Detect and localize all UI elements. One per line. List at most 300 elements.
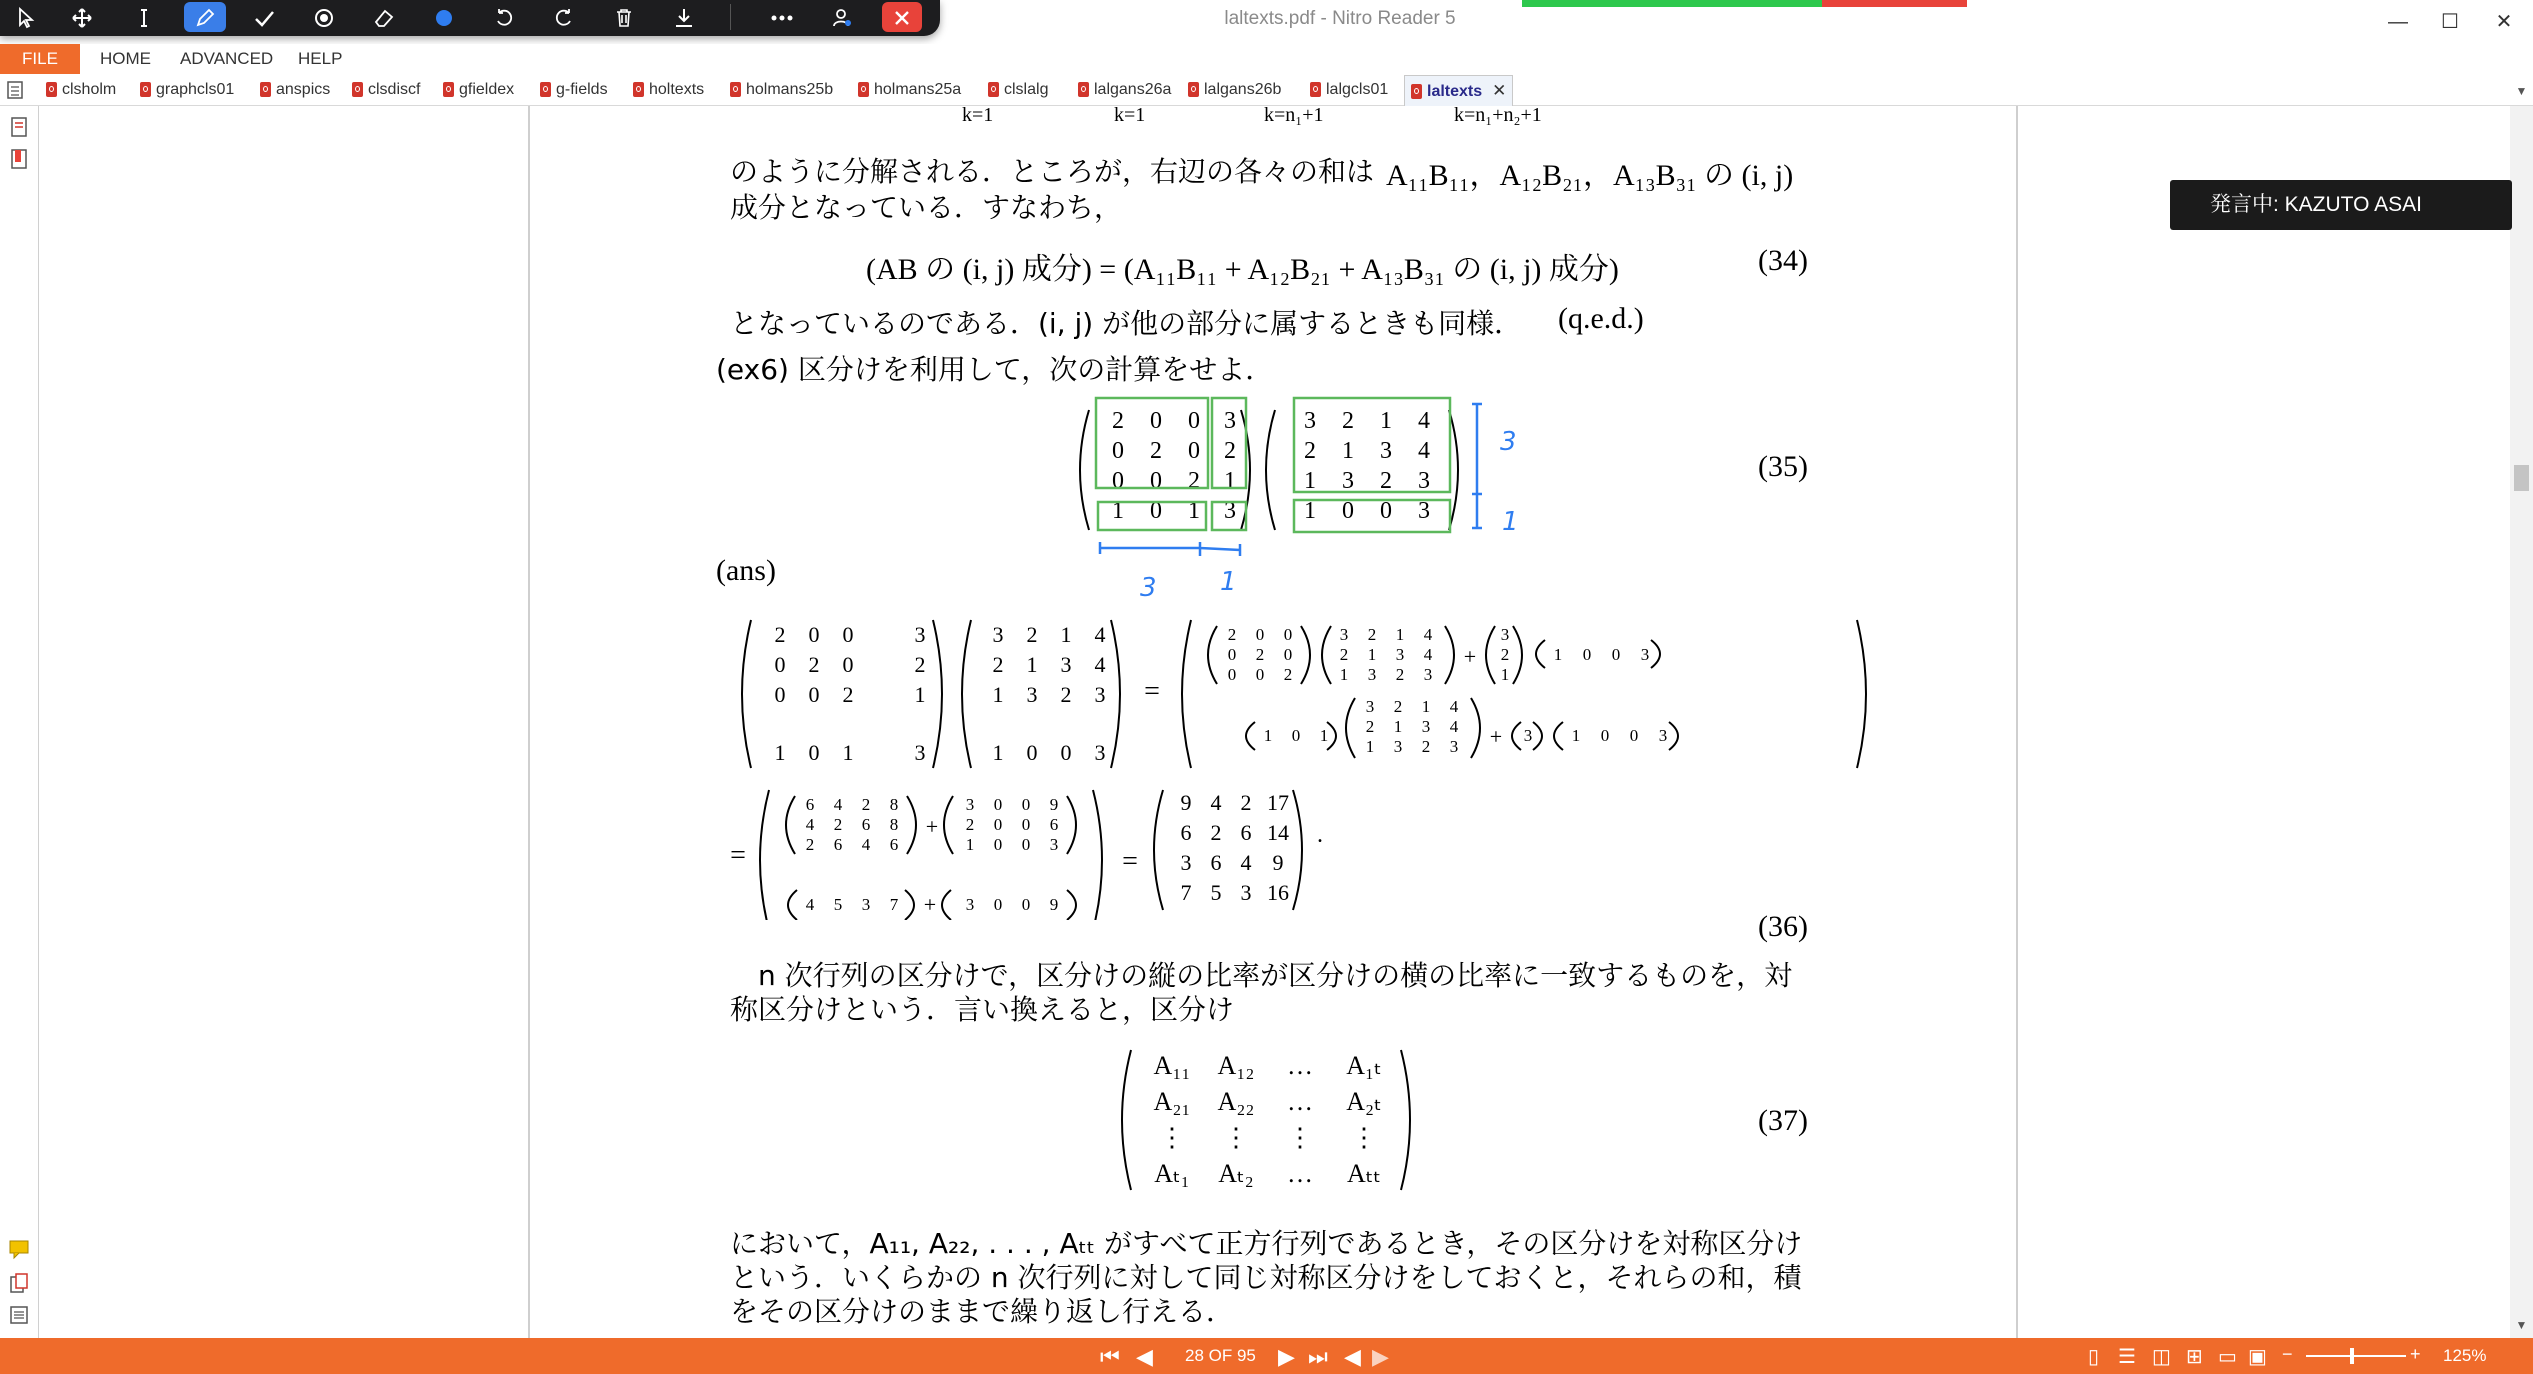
matrix-entry: 0 (1380, 498, 1392, 524)
right-paren (1533, 722, 1542, 750)
block-entry: A₂₂ (1217, 1087, 1255, 1116)
equation-34: (AB の (i, j) 成分) = (A₁₁B₁₁ + A₁₂B₂₁ + A₁₃B₃₁ の (i, j) 成分) (866, 253, 1619, 286)
matrix-entry: 6 (833, 835, 843, 854)
matrix-entry: 3 (1500, 625, 1510, 644)
matrix-entry: 3 (1418, 468, 1430, 494)
pdf-icon (1078, 82, 1089, 97)
continuous-page-icon[interactable]: ☰ (2118, 1346, 2136, 1368)
tab-label: gfieldex (459, 81, 515, 98)
matrix-entry: 0 (1600, 726, 1610, 745)
matrix-entry: 3 (1094, 682, 1106, 707)
menu-bar (0, 44, 2533, 74)
left-paren (788, 890, 797, 920)
layers-icon[interactable] (8, 1304, 30, 1326)
equation-37 (1110, 1040, 1430, 1200)
tab-clsdiscf[interactable] (352, 75, 420, 105)
matrix-entry: 0 (1629, 726, 1639, 745)
doc-line: 成分となっている．すなわち， (730, 191, 1123, 224)
pdf-icon (858, 82, 869, 97)
scroll-down-icon[interactable]: ▼ (2515, 1318, 2528, 1332)
matrix-entry: 2 (1283, 665, 1293, 684)
tab-clslalg[interactable] (988, 75, 1048, 105)
matrix-entry: 6 (861, 815, 871, 834)
matrix-entry: 2 (1367, 625, 1377, 644)
matrix-entry: 1 (1342, 438, 1354, 464)
matrix-entry: 2 (833, 815, 843, 834)
matrix-entry: 2 (842, 682, 854, 707)
matrix-entry: 4 (1449, 697, 1459, 716)
matrix-entry: 7 (1180, 880, 1192, 905)
block-entry: ⋮ (1287, 1123, 1313, 1152)
left-paren (1486, 626, 1495, 684)
forward-view-icon[interactable]: ▶ (1372, 1344, 1389, 1369)
matrix-entry: 4 (1449, 717, 1459, 736)
matrix-entry: 0 (1026, 740, 1038, 765)
matrix-entry: 1 (1571, 726, 1581, 745)
matrix-entry: 9 (1049, 795, 1059, 814)
menu-file[interactable]: FILE (0, 44, 80, 74)
matrix-entry: 4 (1423, 645, 1433, 664)
next-page-icon[interactable]: ▶ (1278, 1344, 1295, 1369)
matrix-entry: 3 (1523, 726, 1533, 745)
matrix-entry: 3 (1339, 625, 1349, 644)
matrix-entry: 0 (842, 652, 854, 677)
matrix-entry: 3 (1342, 468, 1354, 494)
left-paren (742, 620, 751, 768)
matrix-entry: 3 (914, 622, 926, 647)
toolbar-separator (730, 4, 731, 30)
matrix-entry: 4 (1423, 625, 1433, 644)
matrix-entry: 0 (1150, 468, 1162, 494)
minimize-button[interactable]: — (2388, 11, 2408, 33)
pdf-icon (1188, 82, 1199, 97)
right-paren (1111, 620, 1120, 768)
doc-line: において，A₁₁, A₂₂, . . . , Aₜₜ がすべて正方行列であるとき，その区分けを対称区分け (730, 1227, 1803, 1260)
left-paren (1154, 790, 1163, 910)
matrix-entry: 4 (1094, 622, 1106, 647)
handwritten-note: 3 (1500, 427, 1517, 457)
tab-close-icon[interactable]: ✕ (1492, 81, 1507, 100)
matrix-entry: 17 (1267, 790, 1289, 815)
matrix-entry: 3 (1640, 645, 1650, 664)
left-paren (944, 796, 953, 854)
tab-label: clsdiscf (368, 81, 421, 98)
right-paren (1327, 722, 1336, 750)
matrix-entry: 1 (774, 740, 786, 765)
pdf-icon (1310, 82, 1321, 97)
right-paren (1669, 722, 1678, 750)
tab-label: holmans25a (874, 81, 962, 98)
block-entry: … (1287, 1051, 1313, 1080)
sum-limit: k=n₁+n₂+1 (1454, 104, 1542, 126)
left-paren (1266, 410, 1275, 530)
tab-label: holmans25b (746, 81, 834, 98)
matrix-entry: 14 (1267, 820, 1289, 845)
matrix-entry: 2 (1188, 468, 1200, 494)
matrix-entry: 0 (993, 895, 1003, 914)
pointer-icon[interactable] (8, 2, 44, 32)
matrix-entry: 2 (774, 622, 786, 647)
checkmark-icon[interactable] (246, 2, 282, 32)
tab-list-icon[interactable] (6, 75, 24, 105)
doc-line: となっているのである．(i, j) が他の部分に属するときも同様． (730, 307, 1523, 340)
right-paren (1067, 890, 1076, 920)
right-paren (1093, 790, 1102, 920)
left-paren (942, 890, 951, 920)
matrix-entry: 2 (1112, 408, 1124, 434)
pdf-icon (1411, 84, 1422, 99)
matrix-entry: 0 (993, 835, 1003, 854)
matrix-entry: 0 (1283, 625, 1293, 644)
handwritten-bracket (1472, 404, 1482, 528)
right-paren (1857, 620, 1866, 768)
matrix-entry: 3 (992, 622, 1004, 647)
matrix-entry: 9 (1180, 790, 1192, 815)
block-entry: A₂ₜ (1346, 1087, 1382, 1116)
matrix-entry: 2 (1421, 737, 1431, 756)
matrix-entry: 2 (1380, 468, 1392, 494)
facing-page-icon[interactable]: ◫ (2152, 1346, 2171, 1368)
block-entry: A₁₁ (1153, 1051, 1191, 1080)
tab-label: lalgcls01 (1326, 81, 1389, 98)
scrollbar-thumb[interactable] (2514, 465, 2529, 491)
matrix-entry: 4 (1418, 438, 1430, 464)
doc-line: 称区分けという．言い換えると，区分け (730, 993, 1235, 1026)
page-indicator[interactable]: 28 OF 95 (1185, 1346, 1256, 1365)
pdf-icon (260, 82, 271, 97)
matrix-entry: 0 (1150, 408, 1162, 434)
matrix-entry: 3 (1423, 665, 1433, 684)
left-paren (1208, 626, 1217, 684)
menu-advanced[interactable]: ADVANCED (180, 49, 274, 68)
tab-lalgcls01[interactable] (1310, 75, 1388, 105)
matrix-entry: 2 (1500, 645, 1510, 664)
matrix-entry: 1 (1500, 665, 1510, 684)
comments-icon[interactable] (8, 1238, 30, 1260)
matrix-entry: 0 (1227, 645, 1237, 664)
matrix-entry: 0 (808, 682, 820, 707)
tab-holtexts[interactable] (633, 75, 704, 105)
right-paren (1471, 698, 1480, 758)
matrix-entry: 3 (1418, 498, 1430, 524)
pdf-icon (443, 82, 454, 97)
matrix-entry: 1 (1421, 697, 1431, 716)
matrix-entry: 2 (1255, 645, 1265, 664)
close-button[interactable]: ✕ (2495, 11, 2513, 33)
fit-page-icon[interactable]: ▣ (2248, 1346, 2267, 1368)
block-entry: Aₜ₁ (1154, 1159, 1190, 1188)
speaker-indicator: 発言中: KAZUTO ASAI (2170, 180, 2512, 230)
matrix-entry: 0 (774, 652, 786, 677)
left-paren (1346, 698, 1355, 758)
tab-gfieldex[interactable] (443, 75, 514, 105)
tab-label: holtexts (649, 81, 705, 98)
eraser-icon[interactable] (366, 2, 402, 32)
right-paren (905, 890, 914, 920)
matrix-entry: 4 (1094, 652, 1106, 677)
pdf-icon (140, 82, 151, 97)
matrix-entry: 4 (861, 835, 871, 854)
matrix-entry: 3 (1026, 682, 1038, 707)
tab-holmans25b[interactable] (730, 75, 833, 105)
matrix-entry: 2 (992, 652, 1004, 677)
page-edge-right (2016, 106, 2018, 1338)
tab-clsholm[interactable] (46, 75, 116, 105)
more-icon[interactable] (764, 2, 800, 32)
matrix-entry: 3 (1224, 408, 1236, 434)
matrix-entry: 8 (889, 795, 899, 814)
zoom-in-icon[interactable]: + (2410, 1344, 2421, 1364)
block-entry: ⋮ (1351, 1123, 1377, 1152)
matrix-entry: 0 (1582, 645, 1592, 664)
equals-sign: = (730, 840, 746, 871)
undo-icon[interactable] (486, 2, 522, 32)
block-entry: … (1287, 1159, 1313, 1188)
matrix-entry: 1 (1112, 498, 1124, 524)
user-settings-icon[interactable] (824, 2, 860, 32)
single-page-icon[interactable]: ▯ (2088, 1346, 2100, 1368)
block-entry: A₁ₜ (1346, 1051, 1382, 1080)
matrix-entry: 2 (1150, 438, 1162, 464)
matrix-entry: 3 (1395, 645, 1405, 664)
matrix-entry: 1 (1380, 408, 1392, 434)
matrix-entry: 16 (1267, 880, 1289, 905)
left-paren (1512, 722, 1521, 750)
zoom-slider[interactable] (2306, 1355, 2406, 1357)
plus-sign: + (923, 892, 937, 917)
color-picker-icon[interactable] (426, 2, 462, 32)
equation-number: (37) (1758, 1104, 1808, 1137)
matrix-entry: 2 (1224, 438, 1236, 464)
matrix-entry: 9 (1049, 895, 1059, 914)
matrix-entry: 1 (1367, 645, 1377, 664)
matrix-entry: 1 (914, 682, 926, 707)
doc-line-math: A₁₁B₁₁，A₁₂B₂₁，A₁₃B₃₁ の (i, j) (1386, 159, 1794, 192)
matrix-entry: 6 (1210, 850, 1222, 875)
trash-icon[interactable] (606, 2, 642, 32)
page-edge-left (528, 106, 530, 1338)
equals-sign: = (1144, 676, 1160, 707)
facing-continuous-icon[interactable]: ⊞ (2186, 1346, 2203, 1368)
matrix-entry: 1 (992, 740, 1004, 765)
equation-36 (730, 600, 1870, 920)
matrix-entry: 1 (1026, 652, 1038, 677)
left-paren (1536, 640, 1545, 668)
matrix-entry: 0 (1150, 498, 1162, 524)
tab-laltexts[interactable] (1404, 75, 1513, 106)
block-entry: Aₜ₂ (1218, 1159, 1254, 1188)
matrix-entry: 4 (833, 795, 843, 814)
matrix-entry: 0 (1021, 835, 1031, 854)
matrix-entry: 6 (1049, 815, 1059, 834)
matrix-entry: 3 (861, 895, 871, 914)
matrix-entry: 4 (1418, 408, 1430, 434)
matrix-entry: 6 (805, 795, 815, 814)
matrix-entry: 0 (1227, 665, 1237, 684)
matrix-entry: 2 (1210, 820, 1222, 845)
matrix-entry: 0 (1060, 740, 1072, 765)
redo-icon[interactable] (546, 2, 582, 32)
bookmark-icon[interactable] (8, 148, 30, 170)
matrix-entry: 6 (1180, 820, 1192, 845)
matrix-entry: 3 (1393, 737, 1403, 756)
prev-page-icon[interactable]: ◀ (1136, 1344, 1153, 1369)
block-entry: … (1287, 1087, 1313, 1116)
matrix-entry: 3 (1180, 850, 1192, 875)
tab-anspics[interactable] (260, 75, 330, 105)
zoom-level[interactable]: 125% (2443, 1346, 2487, 1365)
matrix-entry: 0 (1021, 895, 1031, 914)
plus-sign: + (1463, 644, 1477, 669)
block-entry: A₂₁ (1153, 1087, 1191, 1116)
period: . (1317, 822, 1323, 848)
zoom-out-icon[interactable]: − (2282, 1344, 2293, 1364)
matrix-entry: 2 (1393, 697, 1403, 716)
qed-mark: (q.e.d.) (1558, 302, 1644, 335)
matrix-entry: 1 (1188, 498, 1200, 524)
right-paren (1301, 626, 1310, 684)
fit-width-icon[interactable]: ▭ (2218, 1346, 2237, 1368)
matrix-entry: 3 (1367, 665, 1377, 684)
matrix-entry: 0 (1188, 408, 1200, 434)
matrix-entry: 1 (1365, 737, 1375, 756)
left-paren (786, 796, 795, 854)
move-icon[interactable] (64, 2, 100, 32)
handwritten-bracket (1100, 542, 1240, 556)
matrix-entry: 6 (889, 835, 899, 854)
matrix-entry: 0 (1188, 438, 1200, 464)
pages-icon[interactable] (8, 116, 30, 138)
sum-limit: k=1 (1114, 104, 1146, 126)
matrix-entry: 0 (808, 622, 820, 647)
matrix-entry: 0 (993, 795, 1003, 814)
tab-label: lalgans26a (1094, 81, 1172, 98)
matrix-entry: 2 (1240, 790, 1252, 815)
tab-label: g-fields (556, 81, 608, 98)
matrix-entry: 4 (805, 895, 815, 914)
pdf-icon (352, 82, 363, 97)
tab-label: anspics (276, 81, 331, 98)
plus-sign: + (1489, 724, 1503, 749)
equation-number: (36) (1758, 910, 1808, 943)
matrix-entry: 1 (1393, 717, 1403, 736)
stamp-icon[interactable] (306, 2, 342, 32)
matrix-entry: 1 (1319, 726, 1329, 745)
menu-help[interactable]: HELP (298, 49, 343, 68)
equation-number: (34) (1758, 244, 1808, 277)
matrix-entry: 2 (1026, 622, 1038, 647)
attachments-icon[interactable] (8, 1272, 30, 1294)
left-paren (1554, 722, 1563, 750)
tab-holmans25a[interactable] (858, 75, 961, 105)
matrix-entry: 0 (842, 622, 854, 647)
matrix-entry: 2 (1304, 438, 1316, 464)
matrix-entry: 3 (1421, 717, 1431, 736)
handwritten-note: 1 (1502, 507, 1519, 537)
block-entry: Aₜₜ (1346, 1159, 1382, 1188)
matrix-entry: 1 (992, 682, 1004, 707)
matrix-entry: 1 (1553, 645, 1563, 664)
right-paren (1513, 626, 1522, 684)
right-paren (907, 796, 916, 854)
right-paren (1651, 640, 1660, 668)
matrix-entry: 0 (1283, 645, 1293, 664)
doc-line: n 次行列の区分けで，区分けの縦の比率が区分けの横の比率に一致するものを，対 (758, 959, 1793, 992)
exercise-heading: (ex6) 区分けを利用して，次の計算をせよ． (716, 353, 1274, 386)
matrix-entry: 2 (1227, 625, 1237, 644)
doc-line: という．いくらかの n 次行列に対して同じ対称区分けをしておくと，それらの和，積 (730, 1261, 1802, 1294)
maximize-button[interactable]: ☐ (2441, 11, 2459, 33)
vertical-scrollbar[interactable] (2510, 106, 2533, 1338)
left-panel (0, 106, 39, 1338)
matrix-entry: 2 (914, 652, 926, 677)
menu-home[interactable]: HOME (100, 49, 151, 68)
tab-label: graphcls01 (156, 81, 235, 98)
doc-line: のように分解される．ところが，右辺の各々の和は (730, 155, 1375, 188)
left-paren (760, 790, 769, 920)
matrix-entry: 5 (833, 895, 843, 914)
pen-icon[interactable] (184, 2, 226, 32)
left-paren (1122, 1050, 1131, 1190)
scroll-up-icon[interactable]: ▼ (2515, 84, 2528, 98)
right-paren (1067, 796, 1076, 854)
matrix-entry: 0 (808, 740, 820, 765)
right-paren (933, 620, 942, 768)
matrix-entry: 1 (1263, 726, 1273, 745)
matrix-entry: 2 (808, 652, 820, 677)
matrix-entry: 1 (1395, 625, 1405, 644)
answer-label: (ans) (716, 554, 776, 587)
tab-label: lalgans26b (1204, 81, 1282, 98)
matrix-entry: 3 (1224, 498, 1236, 524)
handwritten-note: 1 (1220, 567, 1237, 597)
text-cursor-icon[interactable] (126, 2, 162, 32)
left-paren (1080, 410, 1089, 530)
zoom-slider-thumb[interactable] (2350, 1348, 2354, 1364)
matrix-entry: 1 (1060, 622, 1072, 647)
right-paren (1445, 626, 1454, 684)
left-paren (1322, 626, 1331, 684)
sum-limit: k=n₁+1 (1264, 104, 1324, 126)
last-page-icon[interactable]: ⏭ (1308, 1344, 1328, 1369)
matrix-entry: 3 (1365, 697, 1375, 716)
back-view-icon[interactable]: ◀ (1344, 1344, 1361, 1369)
matrix-entry: 2 (1339, 645, 1349, 664)
tab-lalgans26a[interactable] (1078, 75, 1171, 105)
matrix-entry: 0 (1112, 438, 1124, 464)
matrix-entry: 1 (1304, 468, 1316, 494)
tab-g-fields[interactable] (540, 75, 608, 105)
matrix-entry: 3 (1449, 737, 1459, 756)
download-icon[interactable] (666, 2, 702, 32)
sum-limit: k=1 (962, 104, 994, 126)
tab-lalgans26b[interactable] (1188, 75, 1281, 105)
matrix-entry: 1 (1339, 665, 1349, 684)
pdf-icon (540, 82, 551, 97)
tab-graphcls01[interactable] (140, 75, 234, 105)
left-paren (1246, 722, 1255, 750)
matrix-entry: 2 (1365, 717, 1375, 736)
matrix-entry: 3 (1658, 726, 1668, 745)
matrix-entry: 0 (1112, 468, 1124, 494)
matrix-entry: 1 (842, 740, 854, 765)
first-page-icon[interactable]: ⏮ (1100, 1344, 1120, 1369)
exit-toolbar-icon[interactable] (882, 2, 922, 32)
progress-red-bar (1822, 0, 1967, 7)
matrix-entry: 3 (1304, 408, 1316, 434)
pdf-icon (988, 82, 999, 97)
matrix-entry: 1 (1224, 468, 1236, 494)
